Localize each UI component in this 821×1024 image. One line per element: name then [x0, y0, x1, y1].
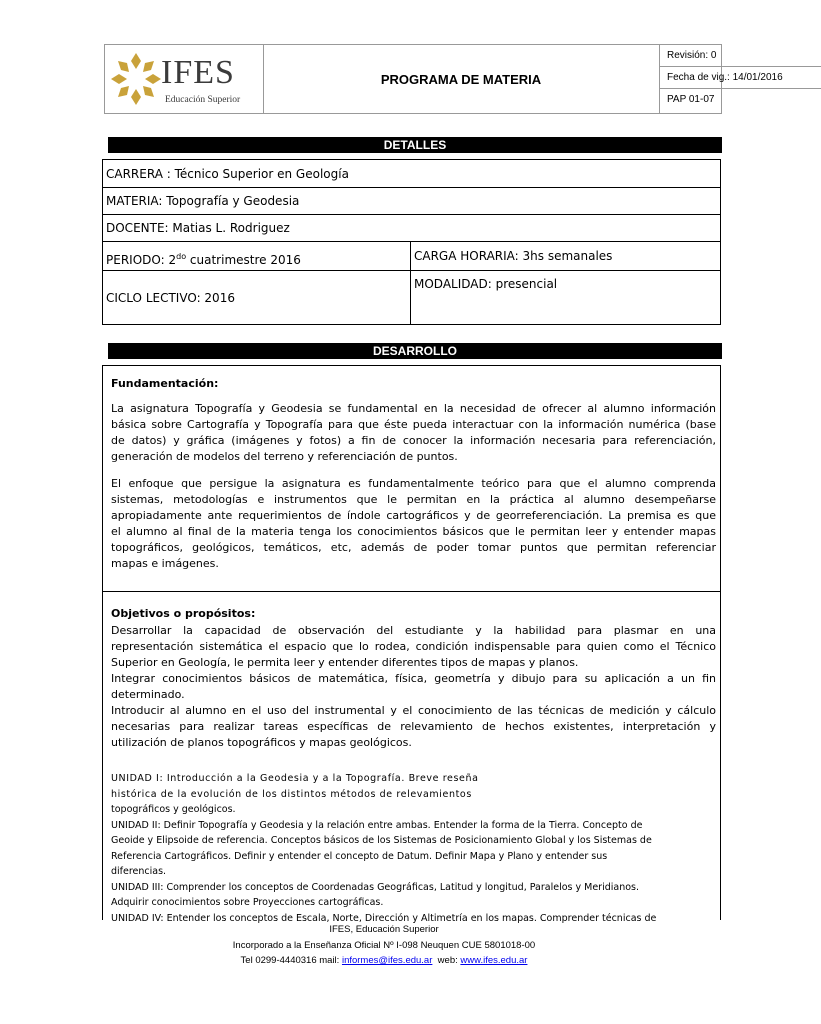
text-line: Integrar conocimientos básicos de matemática, física, geometría y dibujo para su aplicación a un fin — [111, 672, 716, 685]
unit-line: UNIDAD IV: Entender los conceptos de Escala, Norte, Dirección y Altimetría en los mapas. Comprender técnicas de — [111, 912, 657, 924]
period-ordinal: do — [176, 252, 187, 261]
period-label: PERIODO: 2 — [106, 253, 177, 267]
period-cell — [103, 242, 411, 271]
text-line: el alumno al final de la materia tenga los conocimientos básicos que le permitan leer y entender mapas — [111, 525, 716, 538]
objetivos-text — [111, 623, 716, 751]
text-line: apropiadamente ante requerimientos de índole cartográficos y de georreferenciación. La premisa es que — [111, 509, 716, 522]
text-line: Desarrollar la capacidad de observación del estudiante y la habilidad para plasmar en una — [111, 624, 716, 637]
academic-year-cell: CICLO LECTIVO: 2016 — [103, 271, 411, 325]
unit-line: UNIDAD II: Definir Topografía y Geodesia y la relación entre ambas. Entender la forma de la Tierra. Concepto de — [111, 819, 643, 831]
ifes-emblem-icon — [109, 51, 163, 107]
text-line: utilización de planos topográficos y mapas geológicos. — [111, 736, 412, 749]
text-line: necesarias para realizar tareas específicas de relevamiento de hechos existentes, interpretación y — [111, 720, 716, 733]
footer-tel: Tel 0299-4440316 mail: — [240, 955, 342, 966]
text-line: representación sistemática el espacio que lo rodea, condición indispensable para quien como el Técnico — [111, 640, 716, 653]
text-line: determinado. — [111, 688, 185, 701]
footer-contact — [0, 953, 768, 969]
text-line: Superior en Geología, le permita leer y entender diferentes tipos de mapas y planos. — [111, 656, 579, 669]
details-table — [102, 159, 721, 325]
unit-line: histórica de la evolución de los distintos métodos de relevamientos — [111, 788, 472, 800]
brand-name: IFES — [161, 54, 235, 91]
text-line: sistemas, metodologías e instrumentos que le permitan en la práctica al alumno desempeñarse — [111, 493, 716, 506]
page-footer — [0, 922, 768, 969]
effective-date-text: Fecha de vig.: 14/01/2016 — [659, 67, 821, 89]
unit-line: Adquirir conocimientos sobre Proyecciones cartográficas. — [111, 897, 384, 908]
text-line: de datos) y gráfica (imágenes y fotos) a fin de conocer la información necesaria para referenciación, — [111, 434, 716, 447]
footer-registration: Incorporado a la Enseñanza Oficial Nº I-098 Neuquen CUE 5801018-00 — [232, 939, 536, 951]
units-list — [111, 771, 716, 926]
fundamentacion-paragraph-2 — [111, 476, 716, 572]
document-meta — [659, 45, 821, 113]
document-header — [104, 44, 783, 114]
ifes-logo — [105, 45, 264, 113]
unit-line: UNIDAD I: Introducción a la Geodesia y a la Topografía. Breve reseña — [111, 773, 479, 784]
development-box — [102, 365, 721, 924]
text-line: generación de modelos del terreno y referenciación de puntos. — [111, 450, 458, 463]
text-line: Introducir al alumno en el uso del instrumental y el conocimiento de las técnicas de medición y cálculo — [111, 704, 716, 717]
workload-cell: CARGA HORARIA: 3hs semanales — [411, 242, 721, 271]
subject-row: MATERIA: Topografía y Geodesia — [103, 188, 720, 215]
brand-tagline: Educación Superior — [165, 95, 241, 105]
period-value: cuatrimestre 2016 — [186, 253, 301, 267]
revision-text: Revisión: 0 — [659, 45, 821, 67]
unit-line: UNIDAD III: Comprender los conceptos de Coordenadas Geográficas, Latitud y longitud, Paralelos y Meridianos. — [111, 881, 640, 893]
text-line: mapas e imágenes. — [111, 557, 219, 570]
page-title: PROGRAMA DE MATERIA — [263, 45, 660, 113]
footer-web-label: web: — [432, 955, 461, 966]
modality-cell: MODALIDAD: presencial — [414, 277, 558, 291]
footer-institution: IFES, Educación Superior — [329, 924, 439, 935]
text-line: topográficos, geológicos, temáticos, etc, además de poder tomar puntos que permitan referenciar — [111, 541, 716, 554]
section-bar-details: DETALLES — [108, 137, 722, 153]
unit-line: topográficos y geológicos. — [111, 804, 236, 815]
fundamentacion-paragraph-1 — [111, 401, 716, 465]
unit-line: Geoide y Elipsoide de referencia. Conceptos básicos de los Sistemas de Posicionamiento Global y los Sistemas de — [111, 835, 652, 846]
objetivos-heading: Objetivos o propósitos: — [111, 607, 256, 620]
teacher-row: DOCENTE: Matias L. Rodriguez — [103, 215, 720, 242]
unit-line: diferencias. — [111, 866, 167, 877]
text-line: básica sobre Cartografía y Topografía para que éste pueda interactuar con la información numérica (base — [111, 418, 716, 431]
website-link[interactable]: www.ifes.edu.ar — [460, 955, 528, 966]
unit-line: Referencia Cartográficos. Definir y entender el concepto de Datum. Definir Mapa y Plano y entender sus — [111, 850, 608, 862]
fundamentacion-heading: Fundamentación: — [111, 377, 219, 390]
email-link[interactable]: informes@ifes.edu.ar — [341, 955, 433, 966]
section-bar-development: DESARROLLO — [108, 343, 722, 359]
divider — [103, 591, 720, 592]
document-code: PAP 01-07 — [667, 94, 715, 105]
career-row: CARRERA : Técnico Superior en Geología — [103, 160, 720, 188]
text-line: El enfoque que persigue la asignatura es fundamentalmente teórico para que el alumno comprenda — [111, 477, 716, 490]
text-line: La asignatura Topografía y Geodesia se fundamental en la necesidad de ofrecer al alumno información — [111, 402, 716, 415]
